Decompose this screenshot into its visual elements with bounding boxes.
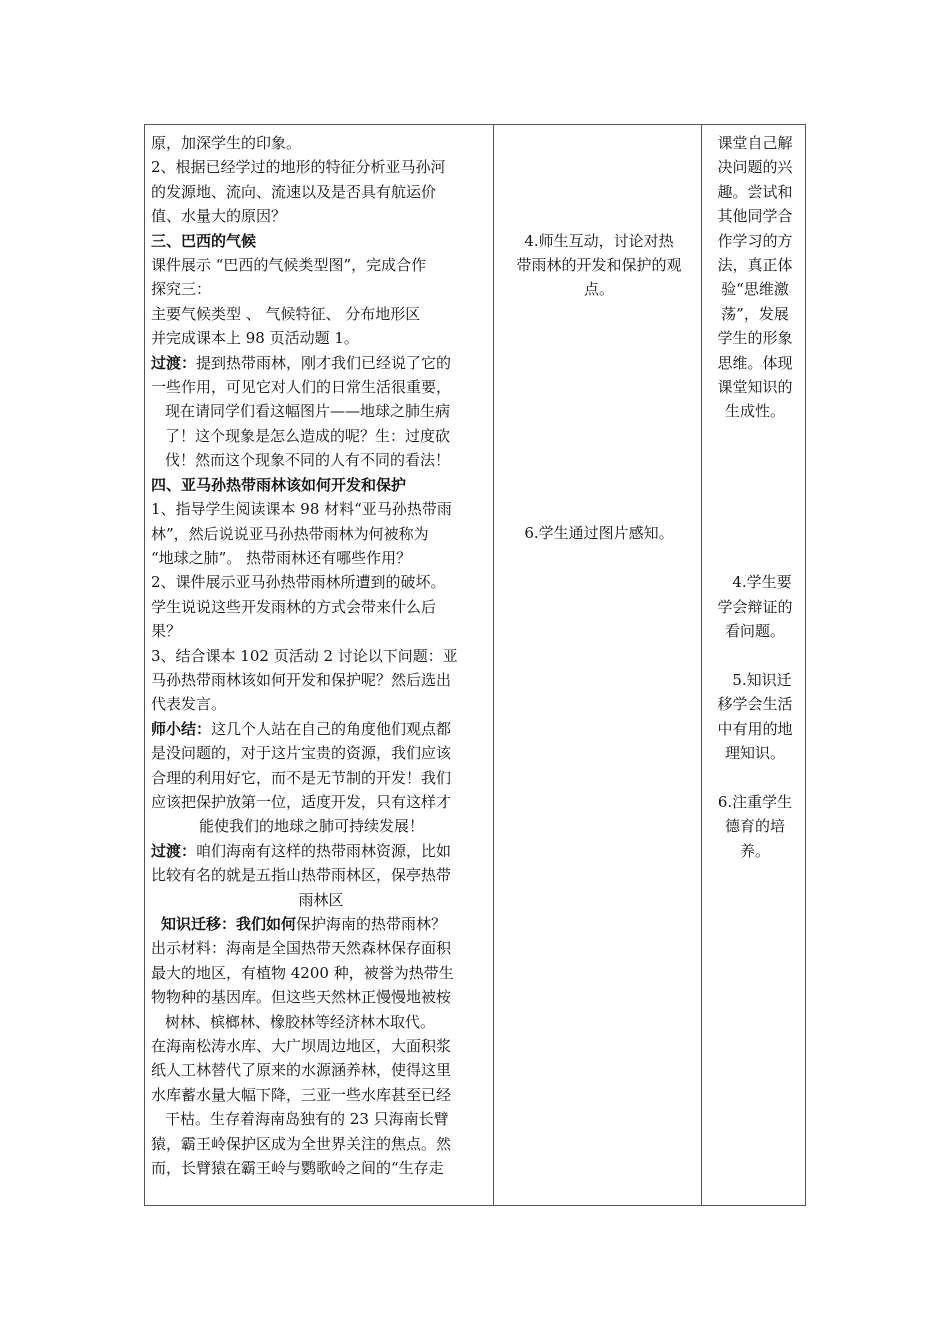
text-line: 干枯。生存着海南岛独有的 23 只海南长臂 — [165, 1110, 449, 1129]
text-line: 中有用的地 — [717, 719, 793, 738]
text-line: 4.师生互动，讨论对热 — [524, 231, 674, 250]
text-line: 德育的培 — [724, 817, 785, 836]
text-line: 雨林区 — [298, 890, 344, 909]
text-line: 3、结合课本 102 页活动 2 讨论以下问题：亚 — [151, 646, 458, 665]
text-line: 主要气候类型 、 气候特征、 分布地形区 — [151, 304, 421, 323]
text-line: 2、课件展示亚马孙热带雨林所遭到的破坏。 — [151, 573, 446, 592]
text-line: 法，真正体 — [717, 256, 793, 275]
column-divider-1 — [493, 125, 494, 1205]
text-line: 纸人工林替代了原来的水源涵养林，使得这里 — [151, 1061, 452, 1080]
text-line: 出示材料：海南是全国热带天然森林保存面积 — [151, 939, 452, 958]
text-line: 学会辩证的 — [717, 597, 793, 616]
text-line: 并完成课本上 98 页活动题 1。 — [151, 329, 359, 348]
text-line: 荡”，发展 — [721, 304, 789, 323]
text-line: 课件展示 “巴西的气候类型图”，完成合作 — [151, 256, 427, 275]
text-line: 移学会生活 — [717, 695, 793, 714]
text-line: 现在请同学们看这幅图片——地球之肺生病 — [165, 402, 451, 421]
text-line: 学生说说这些开发雨林的方式会带来什么后 — [151, 597, 437, 616]
text-line: 4.学生要 — [732, 573, 792, 592]
section-heading-climate: 三、巴西的气候 — [151, 231, 257, 250]
text-line: 是没问题的，对于这片宝贵的资源，我们应该 — [151, 744, 452, 763]
text-line: 养。 — [739, 841, 770, 860]
text-line: “地球之肺”。 热带雨林还有哪些作用？ — [151, 548, 412, 567]
section-heading-rainforest: 四、亚马孙热带雨林该如何开发和保护 — [151, 475, 407, 494]
text-line: 趣。尝试和 — [717, 182, 793, 201]
summary-label: 师小结： — [151, 719, 212, 738]
text-line: 应该把保护放第一位，适度开发，只有这样才 — [151, 792, 452, 811]
text-line: 课堂自己解 — [717, 134, 793, 152]
text-line: 值、水量大的原因？ — [151, 207, 287, 226]
transition-paragraph: 过渡：提到热带雨林，刚才我们已经说了它的 — [151, 353, 452, 372]
text-line: 最大的地区，有植物 4200 种，被誉为热带生 — [151, 963, 454, 982]
teaching-process-column — [151, 131, 491, 1180]
text-line: 理知识。 — [724, 744, 785, 763]
transition-paragraph: 过渡：咱们海南有这样的热带雨林资源，比如 — [151, 841, 452, 860]
text-line: 原，加深学生的印象。 — [151, 134, 302, 152]
text-line: 的发源地、流向、流速以及是否具有航运价 — [151, 182, 437, 201]
text-line: 决问题的兴 — [717, 158, 793, 177]
text-line: 伐！然而这个现象不同的人有不同的看法！ — [165, 451, 451, 470]
text-line: 验“思维激 — [721, 280, 789, 299]
text-line: 合理的利用好它，而不是无节制的开发！我们 — [151, 768, 452, 787]
text-line: 看问题。 — [724, 622, 785, 641]
text-line: 其他同学合 — [717, 207, 793, 226]
text-line: 树林、槟榔林、橡胶林等经济林木取代。 — [165, 1012, 436, 1031]
column-divider-2 — [701, 125, 702, 1205]
text-line: 思维。体现 — [717, 353, 793, 372]
transition-label: 过渡： — [151, 841, 197, 860]
transition-label: 过渡： — [151, 353, 197, 372]
text-line: 水库蓄水量大幅下降，三亚一些水库甚至已经 — [151, 1085, 452, 1104]
text-line: 物物种的基因库。但这些天然林正慢慢地被桉 — [151, 988, 452, 1007]
student-activity-column — [499, 131, 699, 546]
design-intent-column — [707, 131, 803, 863]
text-line: 林”，然后说说亚马孙热带雨林为何被称为 — [151, 524, 429, 543]
lesson-plan-table — [144, 124, 806, 1206]
text-line: 代表发言。 — [151, 695, 227, 714]
text-line: 在海南松涛水库、大广坝周边地区，大面积浆 — [151, 1037, 452, 1056]
text-line: 探究三： — [151, 280, 212, 299]
text-line: 果？ — [151, 622, 182, 641]
text-line: 比较有名的就是五指山热带雨林区，保亭热带 — [151, 866, 452, 885]
text-line: 一些作用，可见它对人们的日常生活很重要， — [151, 378, 452, 397]
text-line: 1、指导学生阅读课本 98 材料“亚马孙热带雨 — [151, 500, 452, 519]
knowledge-transfer-label: 知识迁移：我们如何 — [161, 915, 297, 933]
summary-paragraph: 师小结：这几个人站在自己的角度他们观点都 — [151, 719, 452, 738]
text-line: 6.注重学生 — [717, 792, 793, 811]
text-line: 而，长臂猿在霸王岭与鹦歌岭之间的“生存走 — [151, 1159, 444, 1178]
text-line: 生成性。 — [724, 402, 785, 421]
text-line: 带雨林的开发和保护的观 — [516, 255, 682, 274]
text-line: 能使我们的地球之肺可持续发展！ — [199, 817, 425, 836]
knowledge-transfer-paragraph: 知识迁移：我们如何保护海南的热带雨林？ — [161, 915, 447, 933]
text-line: 学生的形象 — [717, 329, 793, 348]
text-line: 了！这个现象是怎么造成的呢？生：过度砍 — [165, 426, 451, 445]
text-line: 作学习的方 — [717, 231, 793, 250]
text-line: 马孙热带雨林该如何开发和保护呢？然后选出 — [151, 670, 452, 689]
text-line: 猿，霸王岭保护区成为全世界关注的焦点。然 — [151, 1134, 452, 1153]
text-line: 5.知识迁 — [732, 670, 792, 689]
text-line: 2、根据已经学过的地形的特征分析亚马孙河 — [151, 158, 446, 177]
text-line: 课堂知识的 — [717, 378, 793, 397]
text-line: 点。 — [583, 280, 614, 299]
text-line: 6.学生通过图片感知。 — [524, 524, 674, 543]
